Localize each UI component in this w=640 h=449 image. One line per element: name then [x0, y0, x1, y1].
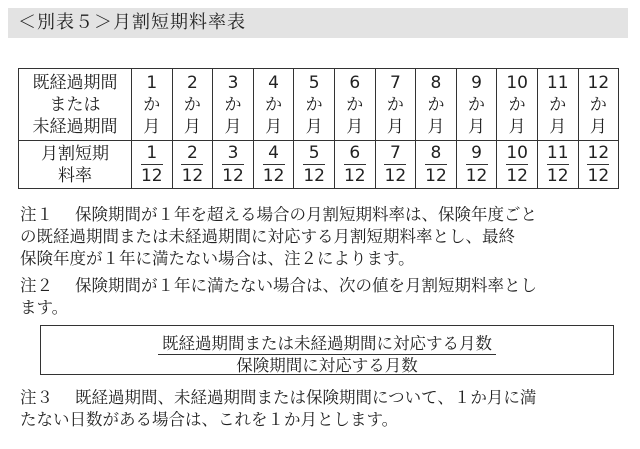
month-unit: 月 — [427, 116, 445, 137]
month-number: 7 — [389, 72, 401, 93]
fraction-bar — [181, 164, 203, 165]
rate-cell — [578, 141, 619, 189]
month-cell — [537, 69, 578, 141]
month-number: 5 — [308, 72, 320, 93]
rate-cell — [456, 141, 497, 189]
month-number: 4 — [268, 72, 279, 93]
note-2-line — [20, 275, 537, 297]
month-unit: 月 — [224, 116, 242, 137]
rate-row-header — [19, 141, 132, 189]
month-cell — [132, 69, 173, 141]
note-3-text: 既経過期間、未経過期間または保険期間について、１か月に満 — [75, 388, 537, 407]
month-ka: か — [305, 94, 323, 115]
month-number: 1 — [146, 72, 158, 93]
rate-numerator: 7 — [389, 143, 401, 163]
note-1-text: 保険期間が１年を超える場合の月割短期料率は、保険年度ごと — [75, 205, 537, 224]
note-1-text: の既経過期間または未経過期間に対応する月割短期料率とし、最終 — [20, 227, 515, 246]
month-ka: か — [508, 94, 526, 115]
rate-denominator: 12 — [303, 166, 325, 186]
month-unit: 月 — [143, 116, 161, 137]
note-3-line — [20, 409, 536, 431]
period-header-line: 既経過期間 — [32, 72, 118, 93]
month-ka: か — [427, 94, 445, 115]
month-ka: か — [386, 94, 404, 115]
month-unit: 月 — [183, 116, 201, 137]
fraction-bar — [263, 164, 285, 165]
month-cell — [334, 69, 375, 141]
rate-numerator: 4 — [268, 143, 279, 163]
month-number: 6 — [349, 72, 361, 93]
fraction-bar — [344, 164, 366, 165]
month-cell — [497, 69, 538, 141]
rate-row — [19, 141, 619, 189]
period-header-line: または — [49, 94, 101, 115]
rate-numerator: 1 — [146, 143, 158, 163]
formula-denominator: 保険期間に対応する月数 — [236, 356, 418, 375]
month-cell — [375, 69, 416, 141]
rate-denominator: 12 — [384, 166, 407, 186]
month-ka: か — [265, 94, 283, 115]
month-ka: か — [346, 94, 364, 115]
month-ka: か — [143, 94, 161, 115]
rate-cell — [213, 141, 254, 189]
rate-numerator: 9 — [471, 143, 482, 163]
section-header — [8, 8, 628, 38]
section-title: ＜別表５＞月割短期料率表 — [18, 12, 246, 33]
fraction-bar — [506, 164, 528, 165]
rate-cell — [375, 141, 416, 189]
period-row — [19, 69, 619, 141]
month-ka: か — [468, 94, 486, 115]
month-unit: 月 — [305, 116, 323, 137]
month-number: 9 — [471, 72, 482, 93]
rate-numerator: 3 — [227, 143, 239, 163]
month-cell — [213, 69, 254, 141]
month-ka: か — [589, 94, 607, 115]
month-ka: か — [183, 94, 201, 115]
note-2-text: 保険期間が１年に満たない場合は、次の値を月割短期料率とし — [75, 276, 537, 295]
rate-numerator: 6 — [349, 143, 361, 163]
month-unit: 月 — [508, 116, 526, 137]
rate-numerator: 2 — [186, 143, 198, 163]
month-number: 11 — [546, 72, 569, 93]
month-number: 2 — [186, 72, 198, 93]
note-2-text: ます。 — [20, 298, 69, 317]
month-cell — [456, 69, 497, 141]
fraction-bar — [425, 164, 447, 165]
formula-box — [40, 325, 614, 375]
rate-cell — [416, 141, 457, 189]
note-1 — [20, 204, 537, 270]
month-number: 12 — [587, 72, 610, 93]
fraction-bar — [384, 164, 406, 165]
month-number: 3 — [227, 72, 239, 93]
rate-denominator: 12 — [262, 166, 285, 186]
rate-cell — [253, 141, 294, 189]
note-3-text: たない日数がある場合は、これを１か月とします。 — [20, 410, 399, 429]
note-2-line — [20, 297, 537, 319]
note-2 — [20, 275, 537, 319]
rate-header-line: 月割短期 — [41, 143, 109, 164]
period-header-line: 未経過期間 — [32, 116, 118, 137]
month-unit: 月 — [346, 116, 364, 137]
month-ka: か — [549, 94, 567, 115]
rate-numerator: 10 — [506, 143, 528, 163]
rate-denominator: 12 — [587, 166, 610, 186]
rate-header-line: 料率 — [58, 165, 92, 186]
rate-cell — [497, 141, 538, 189]
fraction-bar — [141, 164, 163, 165]
month-number: 10 — [506, 72, 528, 93]
rate-numerator: 5 — [308, 143, 320, 163]
month-cell — [172, 69, 213, 141]
month-cell — [253, 69, 294, 141]
rate-denominator: 12 — [465, 166, 488, 186]
month-cell — [416, 69, 457, 141]
note-1-label: 注１ — [20, 205, 53, 224]
note-3-line — [20, 387, 536, 409]
note-1-line — [20, 204, 537, 226]
formula-numerator-row — [41, 330, 613, 354]
month-unit: 月 — [386, 116, 404, 137]
month-cell — [294, 69, 335, 141]
rate-numerator: 11 — [546, 143, 569, 163]
month-unit: 月 — [549, 116, 567, 137]
fraction-bar — [222, 164, 244, 165]
rate-denominator: 12 — [425, 166, 447, 186]
month-unit: 月 — [468, 116, 486, 137]
month-cell — [578, 69, 619, 141]
note-3 — [20, 387, 536, 431]
monthly-short-rate-table — [18, 68, 619, 189]
note-1-text: 保険年度が１年に満たない場合は、注２によります。 — [20, 249, 415, 268]
rate-cell — [537, 141, 578, 189]
formula-denominator-row — [41, 352, 613, 376]
note-1-line — [20, 226, 537, 248]
rate-denominator: 12 — [222, 166, 244, 186]
rate-denominator: 12 — [181, 166, 204, 186]
rate-cell — [294, 141, 335, 189]
month-ka: か — [224, 94, 242, 115]
month-unit: 月 — [265, 116, 283, 137]
fraction-bar — [547, 164, 569, 165]
rate-cell — [334, 141, 375, 189]
formula-numerator: 既経過期間または未経過期間に対応する月数 — [158, 334, 496, 355]
period-row-header — [19, 69, 132, 141]
fraction-bar — [587, 164, 609, 165]
note-2-label: 注２ — [20, 276, 53, 295]
note-3-label: 注３ — [20, 388, 53, 407]
rate-denominator: 12 — [140, 166, 163, 186]
rate-denominator: 12 — [343, 166, 366, 186]
month-number: 8 — [430, 72, 442, 93]
fraction-bar — [303, 164, 325, 165]
fraction-bar — [466, 164, 488, 165]
note-1-line — [20, 248, 537, 270]
rate-cell — [172, 141, 213, 189]
rate-denominator: 12 — [546, 166, 569, 186]
rate-cell — [132, 141, 173, 189]
rate-denominator: 12 — [506, 166, 528, 186]
month-unit: 月 — [589, 116, 607, 137]
rate-numerator: 8 — [430, 143, 442, 163]
rate-numerator: 12 — [587, 143, 610, 163]
